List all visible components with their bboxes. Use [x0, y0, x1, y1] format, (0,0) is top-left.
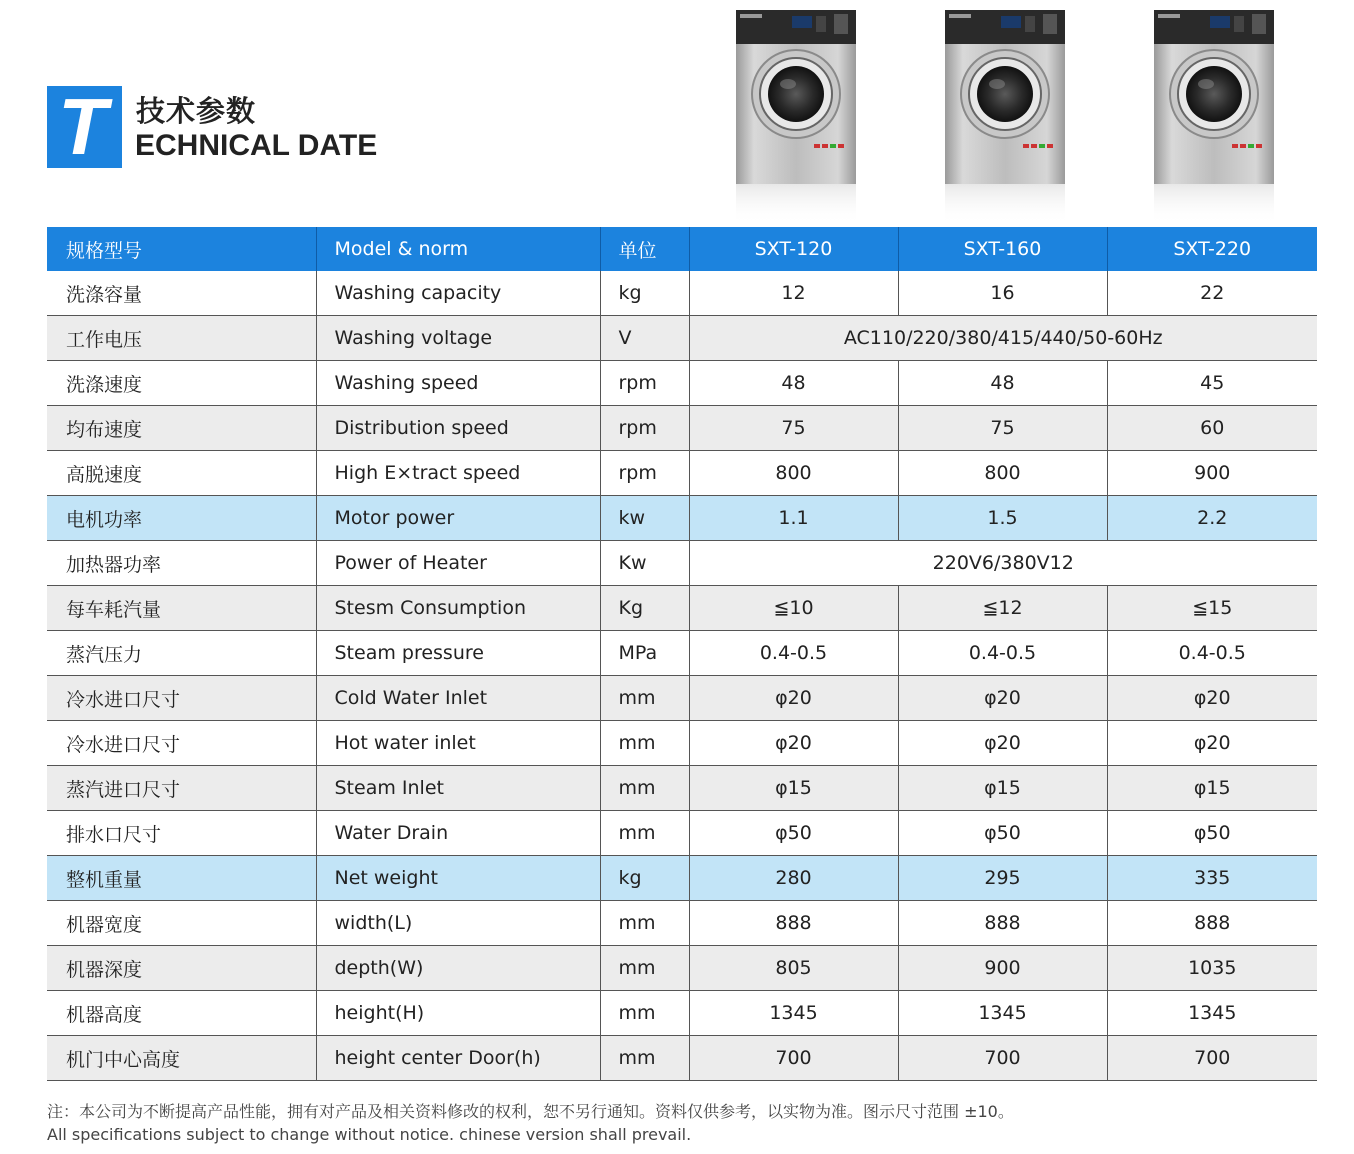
- spec-name-cn: 冷水进口尺寸: [47, 676, 316, 721]
- spec-name-en: Steam pressure: [316, 631, 600, 676]
- page-title-en: ECHNICAL DATE: [135, 129, 378, 162]
- table-row: [47, 406, 1317, 451]
- spec-value: 888: [1107, 901, 1317, 946]
- table-row: [47, 766, 1317, 811]
- spec-name-cn: 排水口尺寸: [47, 811, 316, 856]
- spec-value: 295: [898, 856, 1107, 901]
- spec-name-cn: 均布速度: [47, 406, 316, 451]
- spec-value: 800: [898, 451, 1107, 496]
- spec-value-merged: AC110/220/380/415/440/50-60Hz: [689, 316, 1317, 361]
- table-row: [47, 946, 1317, 991]
- table-row: [47, 541, 1317, 586]
- footer-note-en: All specifications subject to change without notice. chinese version shall prevail.: [47, 1125, 692, 1144]
- spec-value: φ20: [898, 676, 1107, 721]
- spec-value: φ50: [1107, 811, 1317, 856]
- spec-value: 0.4-0.5: [1107, 631, 1317, 676]
- table-row: [47, 496, 1317, 541]
- table-header-cell: SXT-120: [689, 227, 898, 271]
- logo-letter: T: [58, 82, 107, 171]
- table-row: [47, 271, 1317, 316]
- spec-value: φ50: [898, 811, 1107, 856]
- spec-unit: mm: [600, 676, 689, 721]
- table-header-cell: 规格型号: [47, 227, 316, 271]
- spec-value: 888: [898, 901, 1107, 946]
- spec-name-en: Distribution speed: [316, 406, 600, 451]
- spec-value: 1345: [1107, 991, 1317, 1036]
- spec-value: 805: [689, 946, 898, 991]
- spec-value: φ50: [689, 811, 898, 856]
- spec-name-en: height(H): [316, 991, 600, 1036]
- table-header-cell: Model & norm: [316, 227, 600, 271]
- spec-value: 22: [1107, 271, 1317, 316]
- spec-name-en: High E×tract speed: [316, 451, 600, 496]
- table-row: [47, 811, 1317, 856]
- spec-unit: mm: [600, 811, 689, 856]
- spec-value: 1.5: [898, 496, 1107, 541]
- spec-name-en: Water Drain: [316, 811, 600, 856]
- spec-name-en: Washing capacity: [316, 271, 600, 316]
- spec-value: φ20: [898, 721, 1107, 766]
- table-row: [47, 361, 1317, 406]
- washing-machine-icon: [943, 8, 1067, 224]
- spec-name-en: Net weight: [316, 856, 600, 901]
- spec-value: 48: [689, 361, 898, 406]
- spec-value: φ20: [689, 676, 898, 721]
- table-row: [47, 586, 1317, 631]
- spec-value: φ15: [898, 766, 1107, 811]
- spec-unit: mm: [600, 901, 689, 946]
- table-row: [47, 451, 1317, 496]
- spec-value: φ20: [689, 721, 898, 766]
- spec-name-cn: 蒸汽进口尺寸: [47, 766, 316, 811]
- spec-unit: Kg: [600, 586, 689, 631]
- spec-unit: rpm: [600, 406, 689, 451]
- spec-value: 2.2: [1107, 496, 1317, 541]
- spec-value: φ20: [1107, 721, 1317, 766]
- spec-unit: rpm: [600, 451, 689, 496]
- table-row: [47, 856, 1317, 901]
- page-title-cn: 技术参数: [136, 94, 257, 128]
- spec-name-en: Hot water inlet: [316, 721, 600, 766]
- spec-value: 16: [898, 271, 1107, 316]
- spec-name-cn: 机门中心高度: [47, 1036, 316, 1081]
- spec-value: ≦12: [898, 586, 1107, 631]
- table-row: [47, 901, 1317, 946]
- spec-name-en: Steam Inlet: [316, 766, 600, 811]
- spec-name-en: height center Door(h): [316, 1036, 600, 1081]
- spec-name-cn: 洗涤速度: [47, 361, 316, 406]
- spec-name-cn: 机器高度: [47, 991, 316, 1036]
- spec-table: [47, 227, 1317, 1081]
- spec-value-merged: 220V6/380V12: [689, 541, 1317, 586]
- spec-unit: mm: [600, 721, 689, 766]
- spec-value: 0.4-0.5: [898, 631, 1107, 676]
- table-header-row: [47, 227, 1317, 271]
- spec-value: φ15: [689, 766, 898, 811]
- spec-unit: kw: [600, 496, 689, 541]
- logo-badge: [47, 82, 122, 171]
- spec-name-en: depth(W): [316, 946, 600, 991]
- spec-value: 45: [1107, 361, 1317, 406]
- spec-unit: kg: [600, 856, 689, 901]
- spec-value: 335: [1107, 856, 1317, 901]
- footer-note-cn: 注：本公司为不断提高产品性能，拥有对产品及相关资料修改的权利，恕不另行通知。资料仅供参考，以实物为准。图示尺寸范围 ±10。: [47, 1102, 1014, 1121]
- table-row: [47, 676, 1317, 721]
- spec-name-cn: 洗涤容量: [47, 271, 316, 316]
- spec-name-cn: 蒸汽压力: [47, 631, 316, 676]
- table-row: [47, 316, 1317, 361]
- spec-value: 900: [1107, 451, 1317, 496]
- spec-name-en: Washing speed: [316, 361, 600, 406]
- table-header-cell: 单位: [600, 227, 689, 271]
- spec-name-cn: 高脱速度: [47, 451, 316, 496]
- spec-value: 1.1: [689, 496, 898, 541]
- spec-value: 48: [898, 361, 1107, 406]
- spec-unit: mm: [600, 1036, 689, 1081]
- spec-value: 75: [689, 406, 898, 451]
- spec-name-cn: 整机重量: [47, 856, 316, 901]
- spec-name-cn: 机器宽度: [47, 901, 316, 946]
- spec-unit: mm: [600, 946, 689, 991]
- spec-unit: rpm: [600, 361, 689, 406]
- spec-value: 888: [689, 901, 898, 946]
- spec-unit: V: [600, 316, 689, 361]
- spec-value: 280: [689, 856, 898, 901]
- spec-value: 900: [898, 946, 1107, 991]
- table-row: [47, 721, 1317, 766]
- spec-value: ≦10: [689, 586, 898, 631]
- table-row: [47, 631, 1317, 676]
- spec-name-en: Washing voltage: [316, 316, 600, 361]
- spec-value: 700: [898, 1036, 1107, 1081]
- spec-value: 12: [689, 271, 898, 316]
- spec-value: 1345: [898, 991, 1107, 1036]
- spec-unit: Kw: [600, 541, 689, 586]
- washing-machine-icon: [734, 8, 858, 224]
- washing-machine-icon: [1152, 8, 1276, 224]
- spec-name-cn: 每车耗汽量: [47, 586, 316, 631]
- spec-value: φ20: [1107, 676, 1317, 721]
- spec-name-en: Stesm Consumption: [316, 586, 600, 631]
- spec-name-en: Motor power: [316, 496, 600, 541]
- spec-value: 60: [1107, 406, 1317, 451]
- spec-value: 700: [1107, 1036, 1317, 1081]
- spec-value: 800: [689, 451, 898, 496]
- spec-unit: MPa: [600, 631, 689, 676]
- spec-unit: mm: [600, 766, 689, 811]
- spec-name-cn: 机器深度: [47, 946, 316, 991]
- spec-name-cn: 电机功率: [47, 496, 316, 541]
- spec-unit: kg: [600, 271, 689, 316]
- spec-value: 75: [898, 406, 1107, 451]
- table-header-cell: SXT-220: [1107, 227, 1317, 271]
- spec-name-cn: 加热器功率: [47, 541, 316, 586]
- footer-note: [47, 1100, 1014, 1146]
- table-row: [47, 991, 1317, 1036]
- spec-name-en: Cold Water Inlet: [316, 676, 600, 721]
- spec-value: 0.4-0.5: [689, 631, 898, 676]
- spec-unit: mm: [600, 991, 689, 1036]
- spec-value: 1345: [689, 991, 898, 1036]
- spec-value: φ15: [1107, 766, 1317, 811]
- spec-value: 700: [689, 1036, 898, 1081]
- spec-name-en: Power of Heater: [316, 541, 600, 586]
- spec-name-cn: 工作电压: [47, 316, 316, 361]
- table-header-cell: SXT-160: [898, 227, 1107, 271]
- table-row: [47, 1036, 1317, 1081]
- spec-name-cn: 冷水进口尺寸: [47, 721, 316, 766]
- spec-value: ≦15: [1107, 586, 1317, 631]
- spec-name-en: width(L): [316, 901, 600, 946]
- spec-value: 1035: [1107, 946, 1317, 991]
